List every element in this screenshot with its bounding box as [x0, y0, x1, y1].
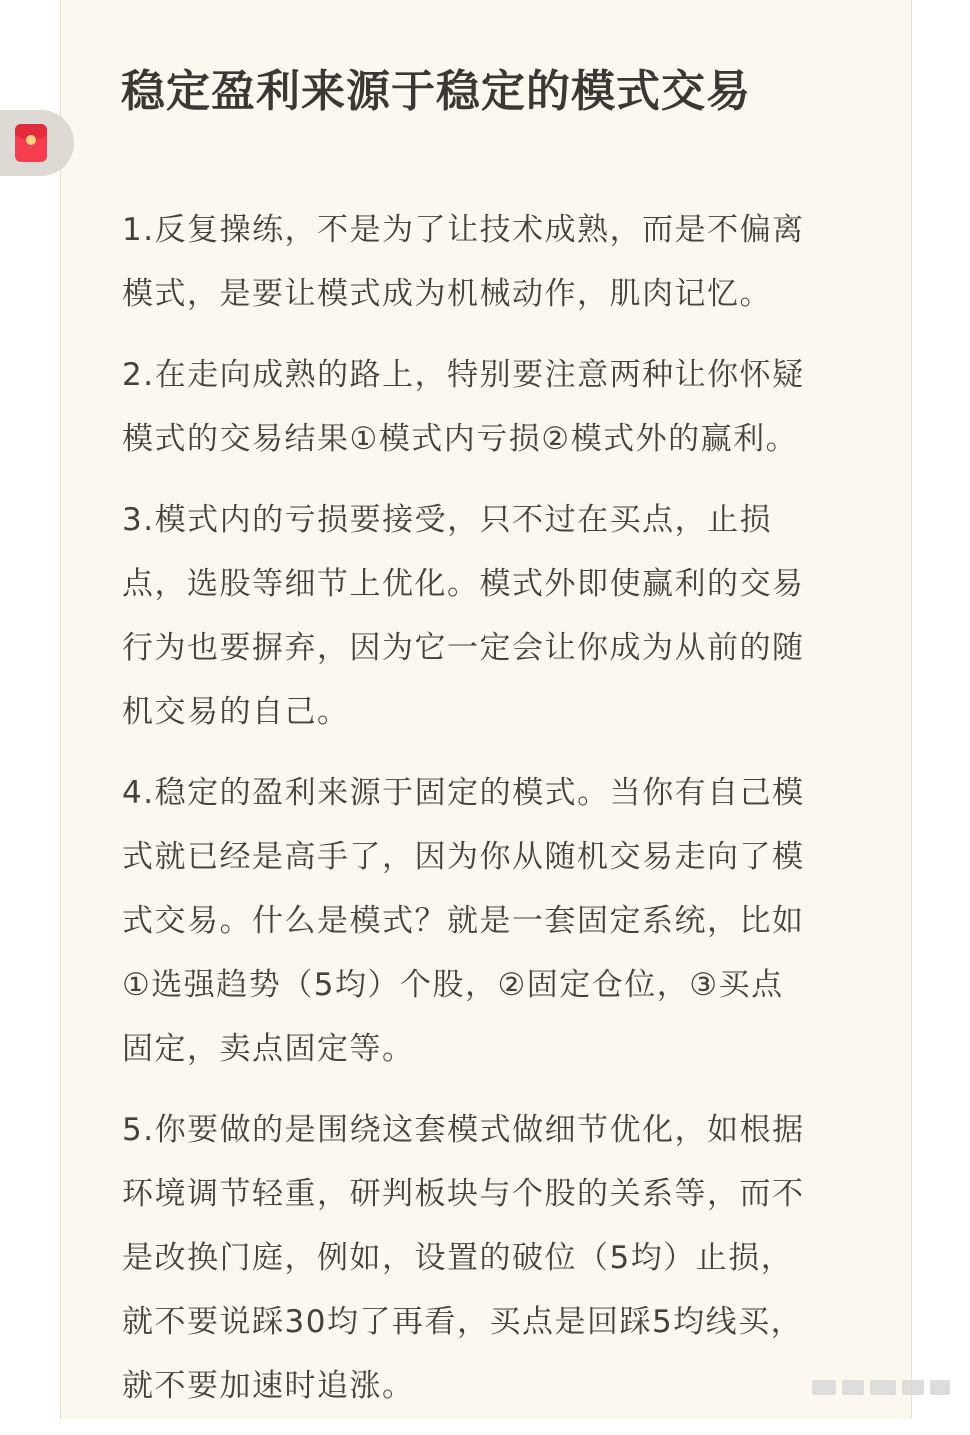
text-line: ①选强趋势（5均）个股，②固定仓位，③买点: [122, 967, 784, 1003]
red-packet-icon: [15, 124, 47, 162]
text-line: 式就已经是高手了，因为你从随机交易走向了模: [122, 839, 805, 875]
text-line: 环境调节轻重，研判板块与个股的关系等，而不: [122, 1176, 805, 1212]
text-line: 固定，卖点固定等。: [122, 1031, 415, 1067]
text-line: 是改换门庭，例如，设置的破位（5均）止损，: [122, 1240, 794, 1276]
paragraph-1: [122, 198, 852, 326]
text-line: 4.稳定的盈利来源于固定的模式。当你有自己模: [122, 775, 805, 811]
article-body: [122, 198, 852, 1435]
text-line: 2.在走向成熟的路上，特别要注意两种让你怀疑: [122, 357, 805, 393]
text-line: 机交易的自己。: [122, 694, 350, 730]
text-line: 1.反复操练，不是为了让技术成熟，而是不偏离: [122, 212, 805, 248]
text-line: 点，选股等细节上优化。模式外即使赢利的交易: [122, 566, 805, 602]
paragraph-5: [122, 1098, 852, 1418]
paragraph-4: [122, 761, 852, 1081]
red-packet-button[interactable]: [0, 110, 74, 176]
text-line: 就不要加速时追涨。: [122, 1368, 415, 1404]
text-line: 模式的交易结果①模式内亏损②模式外的赢利。: [122, 421, 799, 457]
text-line: 5.你要做的是围绕这套模式做细节优化，如根据: [122, 1112, 805, 1148]
text-line: 式交易。什么是模式？就是一套固定系统，比如: [122, 903, 805, 939]
paragraph-2: [122, 343, 852, 471]
paragraph-3: [122, 488, 852, 744]
text-line: 就不要说踩30均了再看，买点是回踩5均线买，: [122, 1304, 804, 1340]
text-line: 模式，是要让模式成为机械动作，肌肉记忆。: [122, 276, 772, 312]
watermark: [812, 1377, 952, 1399]
article-title: 稳定盈利来源于稳定的模式交易: [121, 66, 751, 117]
text-line: 行为也要摒弃，因为它一定会让你成为从前的随: [122, 630, 805, 666]
text-line: 3.模式内的亏损要接受，只不过在买点，止损: [122, 502, 773, 538]
